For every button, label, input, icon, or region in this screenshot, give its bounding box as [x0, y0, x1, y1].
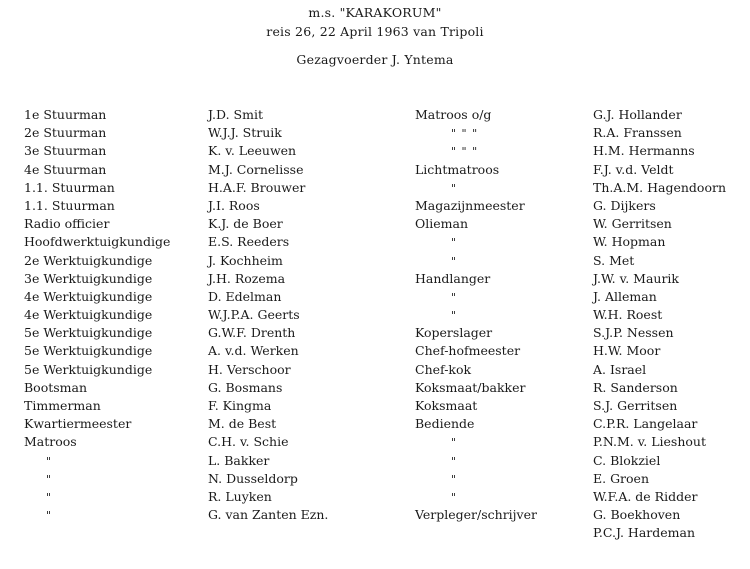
crew-role — [24, 215, 170, 233]
left-names-column — [208, 106, 328, 524]
crew-name — [208, 452, 328, 470]
crew-name — [208, 161, 328, 179]
crew-name-text: W.F.A. de Ridder — [593, 488, 698, 504]
crew-role — [24, 361, 170, 379]
crew-role-text: 3e Stuurman — [24, 143, 107, 159]
crew-role — [415, 452, 537, 470]
crew-role — [24, 306, 170, 324]
crew-role-text: " — [451, 490, 458, 504]
crew-name-text: S. Met — [593, 252, 635, 268]
crew-role — [24, 142, 170, 160]
crew-name — [208, 106, 328, 124]
crew-role — [24, 488, 170, 506]
crew-name — [593, 233, 726, 251]
crew-name — [593, 506, 726, 524]
crew-name — [593, 397, 726, 415]
crew-role — [415, 342, 537, 360]
crew-name-text: R. Sanderson — [593, 379, 678, 395]
crew-name — [208, 470, 328, 488]
crew-name-text: J. Alleman — [593, 288, 657, 304]
crew-name — [208, 270, 328, 288]
crew-role-text: " — [46, 509, 53, 523]
crew-name-text: J.H. Rozema — [208, 270, 286, 286]
crew-role-text: 5e Werktuigkundige — [24, 343, 153, 359]
crew-name-text: S.J. Gerritsen — [593, 398, 678, 413]
crew-role-text: 5e Werktuigkundige — [24, 325, 153, 341]
crew-role — [24, 506, 170, 524]
crew-name — [593, 324, 726, 342]
crew-name — [593, 379, 726, 397]
crew-role — [415, 270, 537, 288]
crew-name-text: D. Edelman — [208, 288, 282, 304]
crew-name — [593, 470, 726, 488]
crew-name — [208, 397, 328, 415]
crew-role — [415, 252, 537, 270]
crew-role — [415, 288, 537, 306]
crew-role — [415, 415, 537, 433]
crew-role — [415, 324, 537, 342]
crew-name-text: W.H. Roest — [593, 307, 663, 323]
crew-role — [24, 452, 170, 470]
crew-role-text: " — [451, 454, 458, 468]
crew-name — [208, 324, 328, 342]
crew-name-text: K. v. Leeuwen — [208, 143, 297, 159]
crew-role — [415, 379, 537, 397]
crew-role-text: Chef-hofmeester — [415, 343, 521, 359]
crew-role-text: 3e Werktuigkundige — [24, 270, 153, 286]
crew-role-text: " — [451, 436, 458, 450]
crew-name — [208, 361, 328, 379]
crew-role — [24, 124, 170, 142]
crew-role-text: 4e Stuurman — [24, 161, 107, 177]
crew-name-text: C.H. v. Schie — [208, 434, 289, 450]
crew-role-text: 1e Stuurman — [24, 107, 107, 122]
crew-role-text: 4e Werktuigkundige — [24, 288, 153, 304]
crew-name-text: R. Luyken — [208, 488, 272, 504]
crew-role — [415, 506, 537, 524]
crew-name-text: W. Gerritsen — [593, 216, 672, 232]
ship-title: m.s. "KARAKORUM" — [308, 5, 442, 20]
crew-role-text: " — [451, 254, 458, 268]
crew-role — [415, 306, 537, 324]
crew-role — [415, 106, 537, 124]
crew-name-text: R.A. Franssen — [593, 125, 682, 141]
crew-name — [593, 124, 726, 142]
crew-role — [24, 342, 170, 360]
crew-role — [415, 361, 537, 379]
crew-name — [593, 361, 726, 379]
crew-role — [24, 233, 170, 251]
crew-name-text: G.J. Hollander — [593, 107, 682, 122]
crew-name-text: J.D. Smit — [208, 107, 263, 122]
crew-role — [24, 324, 170, 342]
crew-name — [208, 379, 328, 397]
crew-role — [24, 288, 170, 306]
crew-name-text: A. Israel — [593, 361, 647, 377]
crew-name — [593, 342, 726, 360]
crew-name-text: W.J.J. Struik — [208, 125, 282, 141]
crew-name-text: G. van Zanten Ezn. — [208, 507, 329, 523]
crew-role — [24, 415, 170, 433]
crew-name — [208, 342, 328, 360]
left-roles-column — [24, 106, 170, 524]
crew-role — [24, 179, 170, 197]
crew-role — [415, 161, 537, 179]
crew-role-text: 1.1. Stuurman — [24, 179, 115, 195]
crew-role — [415, 142, 537, 160]
crew-name — [208, 124, 328, 142]
crew-name — [208, 488, 328, 506]
crew-role-text: 1.1. Stuurman — [24, 197, 115, 213]
crew-role-text: " — [46, 472, 53, 486]
crew-role — [24, 106, 170, 124]
crew-name-text: M. de Best — [208, 416, 277, 432]
crew-role — [24, 470, 170, 488]
crew-name-text: A. v.d. Werken — [208, 343, 299, 359]
crew-name-text: W. Hopman — [593, 234, 666, 250]
crew-role-text: " — [451, 309, 458, 323]
crew-role-text: " — [46, 454, 53, 468]
crew-name-text: E.S. Reeders — [208, 234, 290, 250]
crew-role — [24, 433, 170, 451]
crew-name — [208, 252, 328, 270]
crew-role-text: Verpleger/schrijver — [415, 507, 537, 523]
crew-name-text: K.J. de Boer — [208, 216, 283, 232]
crew-role-text: Timmerman — [24, 398, 101, 413]
crew-name-text: J.W. v. Maurik — [593, 270, 679, 286]
crew-name-text: W.J.P.A. Geerts — [208, 307, 300, 323]
crew-role — [24, 379, 170, 397]
voyage-line: reis 26, 22 April 1963 van Tripoli — [266, 24, 484, 39]
crew-name — [593, 288, 726, 306]
crew-role-text: 4e Werktuigkundige — [24, 307, 153, 323]
crew-role — [415, 397, 537, 415]
crew-role — [24, 161, 170, 179]
captain-line: Gezagvoerder J. Yntema — [296, 52, 454, 67]
crew-name-text: L. Bakker — [208, 452, 270, 468]
crew-name — [593, 142, 726, 160]
crew-role-text: Chef-kok — [415, 361, 472, 377]
crew-role — [415, 488, 537, 506]
crew-name — [208, 142, 328, 160]
crew-role-text: Koksmaat — [415, 398, 478, 413]
crew-role-text: " " " — [451, 145, 479, 159]
crew-name — [593, 179, 726, 197]
crew-role-text: " — [46, 490, 53, 504]
crew-name — [208, 197, 328, 215]
crew-role-text: Lichtmatroos — [415, 161, 500, 177]
right-roles-column — [415, 106, 537, 524]
crew-name — [208, 215, 328, 233]
crew-role-text: Radio officier — [24, 216, 110, 232]
crew-role — [24, 252, 170, 270]
crew-name — [208, 415, 328, 433]
crew-role-text: Bootsman — [24, 379, 88, 395]
crew-name-text: J. Kochheim — [208, 252, 283, 268]
crew-role-text: 2e Werktuigkundige — [24, 252, 153, 268]
crew-name — [208, 233, 328, 251]
crew-name-text: G. Boekhoven — [593, 507, 681, 523]
crew-role-text: Bediende — [415, 416, 475, 432]
right-names-column — [593, 106, 726, 543]
crew-role-text: Koksmaat/bakker — [415, 379, 526, 395]
crew-role-text: Hoofdwerktuigkundige — [24, 234, 171, 250]
crew-role-text: 2e Stuurman — [24, 125, 107, 141]
crew-name — [593, 106, 726, 124]
crew-role — [415, 433, 537, 451]
crew-name-text: F. Kingma — [208, 398, 272, 413]
crew-role-text: " — [451, 472, 458, 486]
crew-name — [208, 433, 328, 451]
crew-name — [208, 179, 328, 197]
crew-name — [593, 415, 726, 433]
crew-name-text: P.N.M. v. Lieshout — [593, 434, 706, 450]
crew-name — [208, 306, 328, 324]
crew-name-text: E. Groen — [593, 470, 650, 486]
crew-role-text: Handlanger — [415, 270, 491, 286]
crew-name-text: C. Blokziel — [593, 452, 661, 468]
crew-role — [415, 124, 537, 142]
crew-role-text: Matroos o/g — [415, 107, 492, 122]
crew-role — [24, 270, 170, 288]
crew-name — [208, 288, 328, 306]
crew-name — [593, 161, 726, 179]
crew-name — [593, 524, 726, 542]
crew-role — [415, 233, 537, 251]
crew-role-text: Kwartiermeester — [24, 416, 132, 432]
crew-name-text: G. Dijkers — [593, 197, 656, 213]
crew-role — [415, 215, 537, 233]
crew-name-text: N. Dusseldorp — [208, 470, 298, 486]
crew-role-text: Matroos — [24, 434, 77, 450]
crew-name-text: M.J. Cornelisse — [208, 161, 304, 177]
crew-name-text: H.W. Moor — [593, 343, 661, 359]
crew-role-text: Olieman — [415, 216, 468, 232]
crew-name — [593, 488, 726, 506]
crew-name — [593, 252, 726, 270]
crew-name — [593, 270, 726, 288]
crew-name — [593, 433, 726, 451]
crew-role — [24, 397, 170, 415]
crew-role-text: " " " — [451, 127, 479, 141]
crew-name-text: S.J.P. Nessen — [593, 325, 674, 341]
crew-name-text: H.A.F. Brouwer — [208, 179, 306, 195]
crew-name-text: F.J. v.d. Veldt — [593, 161, 674, 177]
crew-role-text: Koperslager — [415, 325, 493, 341]
crew-role-text: Magazijnmeester — [415, 197, 525, 213]
crew-name — [593, 452, 726, 470]
crew-name-text: Th.A.M. Hagendoorn — [593, 179, 726, 195]
crew-name-text: P.C.J. Hardeman — [593, 525, 696, 541]
crew-role-text: " — [451, 181, 458, 195]
crew-role — [415, 470, 537, 488]
crew-name-text: C.P.R. Langelaar — [593, 416, 698, 432]
crew-name-text: J.I. Roos — [208, 197, 260, 213]
crew-name-text: G.W.F. Drenth — [208, 325, 296, 341]
crew-name — [593, 197, 726, 215]
crew-name-text: H. Verschoor — [208, 361, 291, 377]
crew-role-text: " — [451, 236, 458, 250]
crew-role — [415, 197, 537, 215]
crew-name-text: G. Bosmans — [208, 379, 283, 395]
crew-name — [208, 506, 328, 524]
crew-name-text: H.M. Hermanns — [593, 143, 695, 159]
crew-role-text: 5e Werktuigkundige — [24, 361, 153, 377]
crew-name — [593, 215, 726, 233]
crew-role — [24, 197, 170, 215]
crew-role-text: " — [451, 290, 458, 304]
crew-name — [593, 306, 726, 324]
crew-role — [415, 179, 537, 197]
